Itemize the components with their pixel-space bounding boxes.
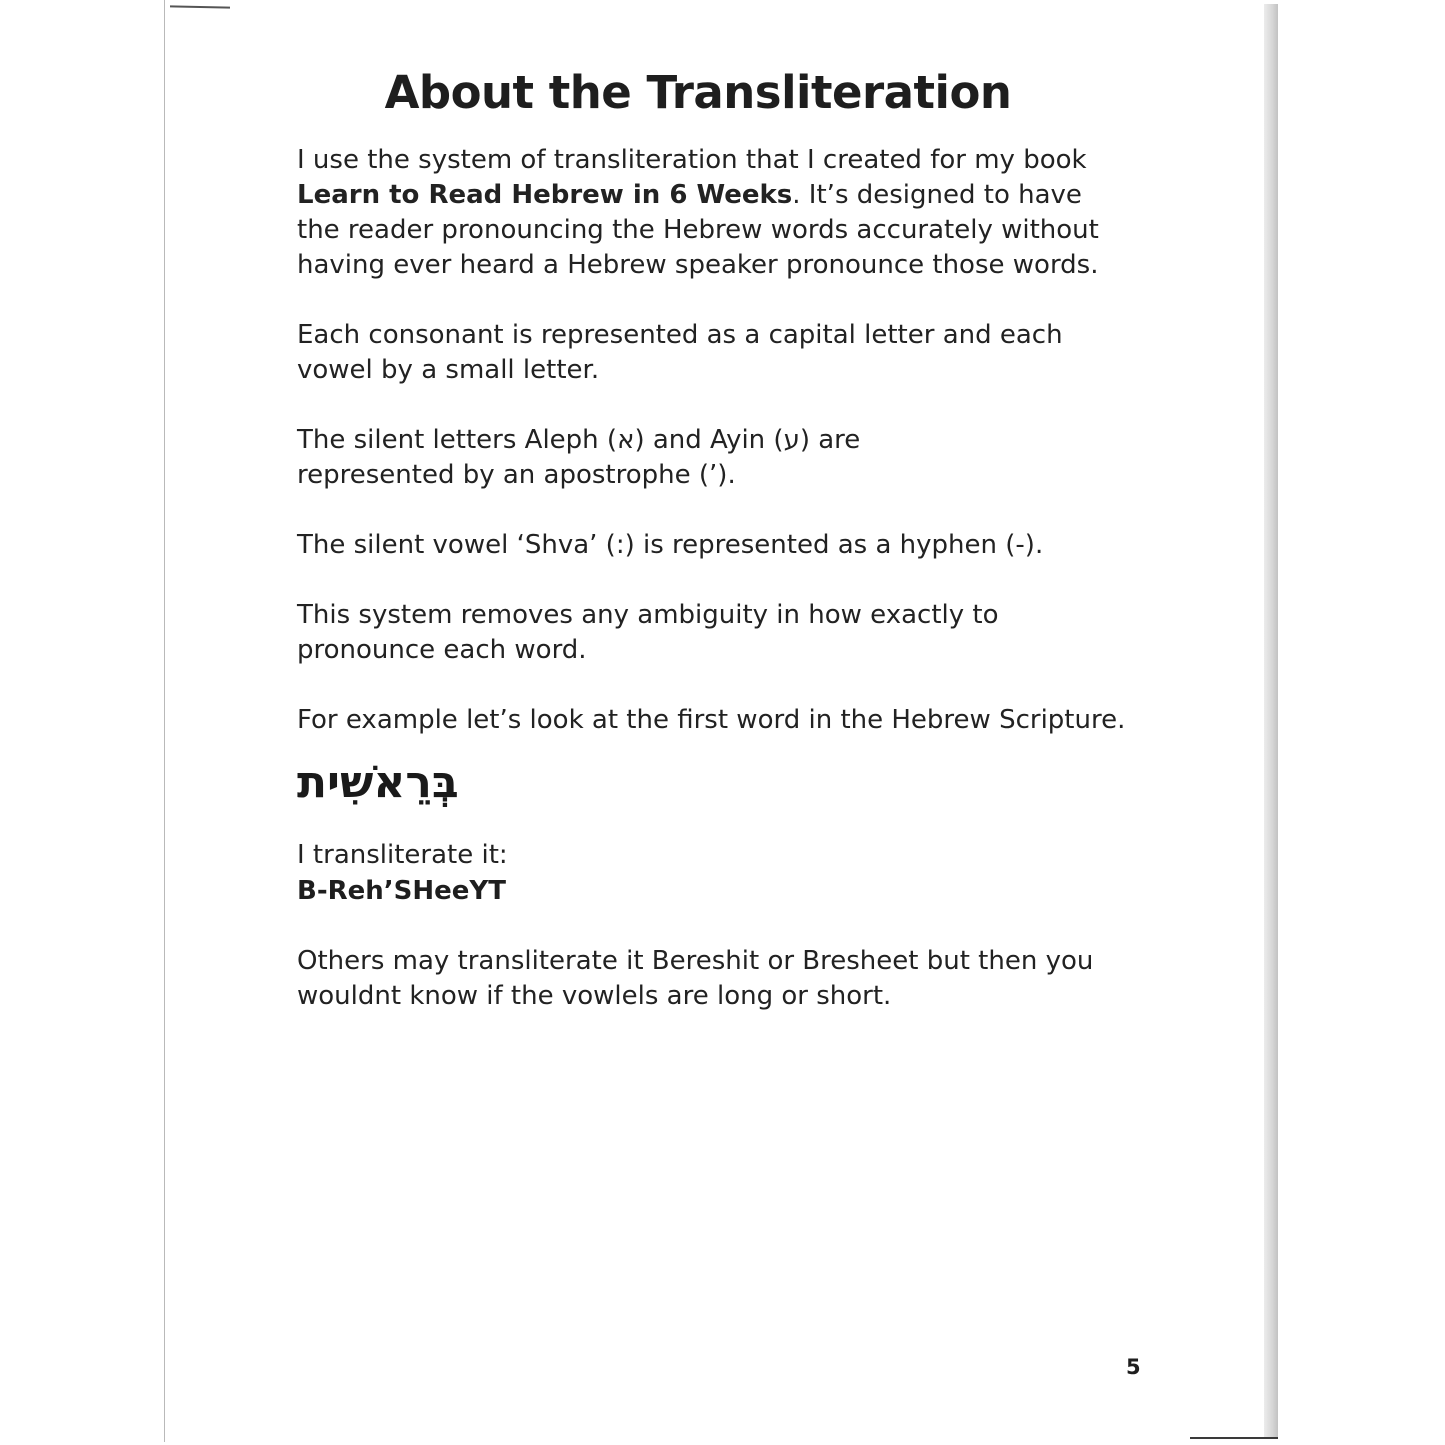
intro-text-before: I use the system of transliteration that I created for my book	[297, 145, 1087, 175]
page-edge-bottom-line	[1190, 1437, 1278, 1439]
intro-paragraph	[297, 143, 1127, 283]
intro-text-after: . It’s designed to have the reader pronouncing the Hebrew words accurately without having ever heard a Hebrew speaker pronounce those words.	[297, 180, 1099, 280]
transliterate-label: I transliterate it:	[297, 840, 508, 870]
consonants-paragraph: Each consonant is represented as a capital letter and each vowel by a small letter.	[297, 320, 1063, 385]
page-number: 5	[1126, 1355, 1141, 1379]
page-body	[297, 143, 1127, 1049]
transliteration-result: B-Reh’SHeeYT	[297, 876, 506, 906]
page-edge-shadow	[1264, 4, 1278, 1438]
hebrew-word-bereshit: בְּרֵאשִׁית	[297, 757, 459, 808]
silent-letters-paragraph	[297, 423, 1127, 493]
book-title: Learn to Read Hebrew in 6 Weeks	[297, 180, 793, 210]
silent-letters-line-1: The silent letters Aleph (א) and Ayin (ע) are	[297, 425, 861, 455]
shva-paragraph: The silent vowel ‘Shva’ (:) is represented as a hyphen (-).	[297, 530, 1044, 560]
example-paragraph: For example let’s look at the first word in the Hebrew Scripture.	[297, 705, 1126, 735]
ambiguity-paragraph: This system removes any ambiguity in how exactly to pronounce each word.	[297, 600, 999, 665]
page-title: About the Transliteration	[384, 66, 1012, 119]
silent-letters-line-2: represented by an apostrophe (’).	[297, 460, 736, 490]
closing-paragraph: Others may transliterate it Bereshit or Bresheet but then you wouldnt know if the vowlels are long or short.	[297, 946, 1094, 1011]
